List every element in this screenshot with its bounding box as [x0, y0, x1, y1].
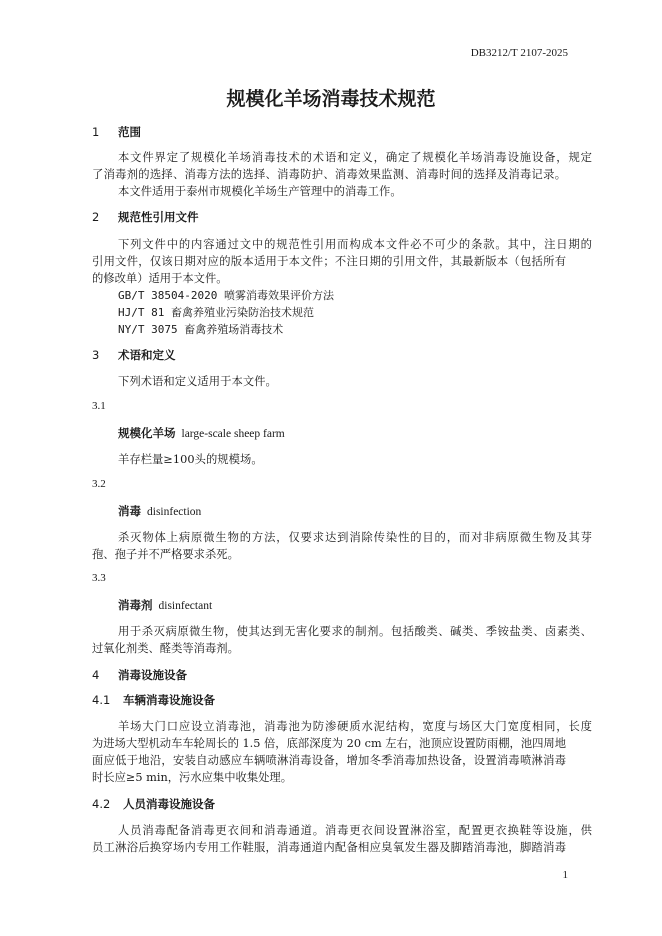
term-chinese: 消毒剂 — [118, 598, 153, 612]
section-title: 范围 — [118, 125, 141, 139]
subsection-4-2-heading — [92, 796, 215, 812]
term-entry — [118, 425, 285, 441]
paragraph-line: 本文件适用于泰州市规模化羊场生产管理中的消毒工作。 — [118, 185, 402, 198]
section-1-heading — [92, 124, 141, 140]
subsection-title: 人员消毒设施设备 — [123, 797, 215, 811]
subsection-title: 车辆消毒设施设备 — [123, 693, 215, 707]
paragraph-line: 人员消毒配备消毒更衣间和消毒通道。消毒更衣间设置淋浴室，配置更衣换鞋等设施，供 — [118, 824, 592, 837]
page-number: 1 — [562, 869, 568, 881]
paragraph-line: 时长应≥5 min，污水应集中收集处理。 — [92, 771, 293, 784]
paragraph-line: 本文件界定了规模化羊场消毒技术的术语和定义，确定了规模化羊场消毒设施设备，规定 — [118, 151, 592, 164]
term-definition: 过氧化剂类、醛类等消毒剂。 — [92, 642, 239, 655]
section-number: 2 — [92, 210, 100, 224]
section-title: 术语和定义 — [118, 348, 176, 362]
section-2-heading — [92, 209, 199, 225]
subsection-number: 4.2 — [92, 797, 111, 811]
reference-code: HJ/T 81 — [118, 306, 165, 319]
term-definition: 杀灭物体上病原微生物的方法，仅要求达到消除传染性的目的，而对非病原微生物及其芽 — [118, 531, 592, 544]
term-number: 3.1 — [92, 400, 106, 412]
paragraph-line: 引用文件，仅该日期对应的版本适用于本文件；不注日期的引用文件，其最新版本（包括所有 — [92, 255, 566, 268]
subsection-number: 4.1 — [92, 693, 111, 707]
term-english: large-scale sheep farm — [181, 428, 285, 440]
reference-name: 畜禽养殖场消毒技术 — [184, 323, 284, 336]
paragraph-line: 了消毒剂的选择、消毒方法的选择、消毒防护、消毒效果监测、消毒时间的选择及消毒记录。 — [92, 168, 566, 181]
term-entry — [118, 597, 212, 613]
document-title: 规模化羊场消毒技术规范 — [226, 88, 436, 110]
reference-item — [118, 321, 283, 337]
section-title: 消毒设施设备 — [118, 668, 187, 682]
paragraph-line: 下列文件中的内容通过文中的规范性引用而构成本文件必不可少的条款。其中，注日期的 — [118, 238, 592, 251]
term-english: disinfectant — [158, 600, 213, 612]
paragraph-line: 羊场大门口应设立消毒池，消毒池为防渗硬质水泥结构，宽度与场区大门宽度相同，长度 — [118, 720, 592, 733]
paragraph-line: 的修改单）适用于本文件。 — [92, 272, 228, 285]
section-4-heading — [92, 667, 187, 683]
subsection-4-1-heading — [92, 692, 215, 708]
reference-item — [118, 304, 314, 320]
term-number: 3.2 — [92, 478, 106, 490]
reference-code: GB/T 38504-2020 — [118, 289, 218, 302]
paragraph-line: 为进场大型机动车车轮周长的 1.5 倍，底部深度为 20 cm 左右，池顶应设置防雨棚，池四周地 — [92, 737, 567, 750]
term-chinese: 规模化羊场 — [118, 426, 176, 440]
reference-code: NY/T 3075 — [118, 323, 178, 336]
section-number: 3 — [92, 348, 100, 362]
paragraph-line: 面应低于地沿，安装自动感应车辆喷淋消毒设备，增加冬季消毒加热设备，设置消毒喷淋消毒 — [92, 754, 566, 767]
paragraph-line: 员工淋浴后换穿场内专用工作鞋服，消毒通道内配备相应臭氧发生器及脚踏消毒池，脚踏消毒 — [92, 841, 566, 854]
document-number: DB3212/T 2107-2025 — [470, 47, 568, 59]
section-3-heading — [92, 347, 176, 363]
paragraph-line: 下列术语和定义适用于本文件。 — [118, 375, 277, 388]
term-chinese: 消毒 — [118, 504, 141, 518]
section-number: 1 — [92, 125, 100, 139]
term-definition: 羊存栏量≥100头的规模场。 — [118, 453, 263, 466]
term-english: disinfection — [147, 506, 202, 518]
term-entry — [118, 503, 201, 519]
section-number: 4 — [92, 668, 100, 682]
section-title: 规范性引用文件 — [118, 210, 199, 224]
term-definition: 用于杀灭病原微生物，使其达到无害化要求的制剂。包括酸类、碱类、季铵盐类、卤素类、 — [118, 625, 592, 638]
term-definition: 孢、孢子并不严格要求杀死。 — [92, 548, 239, 561]
reference-name: 喷雾消毒效果评价方法 — [223, 289, 334, 302]
reference-item — [118, 287, 334, 303]
term-number: 3.3 — [92, 572, 106, 584]
reference-name: 畜禽养殖业污染防治技术规范 — [170, 306, 314, 319]
